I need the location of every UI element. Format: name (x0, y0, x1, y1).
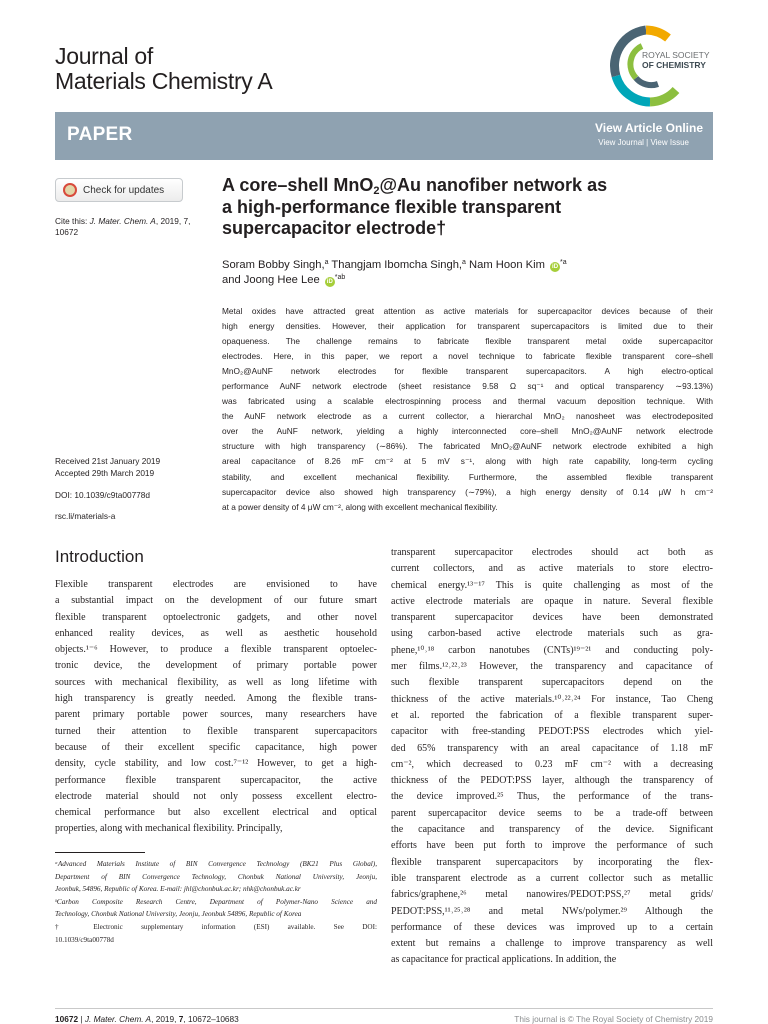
author-3-affil: *a (560, 259, 567, 266)
body-text-line: tronic device, the development of primary portable power (55, 660, 377, 672)
article-title (222, 175, 702, 240)
abstract-line: performance AuNF network electrode (sheet resistance 9.58 Ω sq⁻¹ and optical transparency ∼93.13%) (222, 381, 713, 392)
footnote-line: † Electronic supplementary information (ESI) available. See DOI: (55, 922, 377, 931)
citation (55, 216, 210, 238)
footnote-line: 10.1039/c9ta00778d (55, 935, 114, 944)
check-for-updates-button[interactable] (55, 178, 183, 202)
body-text-line: phene,¹⁰˒¹⁸ carbon nanotubes (CNTs)¹⁹⁻²¹ and conducting poly- (391, 644, 713, 656)
author-2: Thangjam Ibomcha Singh, (328, 259, 463, 271)
body-text-line: chemical performance but also excellent electrical and optical (55, 807, 377, 819)
footer-copyright: This journal is © The Royal Society of Chemistry 2019 (514, 1014, 713, 1024)
view-article-online-link[interactable]: View Article Online (594, 121, 703, 135)
footnote-line: Department of BIN Convergence Technology, Chonbuk National University, Jeonju, (55, 872, 377, 881)
body-text-line: PEDOT:PSS,¹¹˒²⁵˒²⁸ and metal NWs/polymer.²⁹ Although the (391, 905, 713, 917)
body-text-line: efforts have been put forth to improve the performance of such (391, 840, 713, 852)
footer-range: , 10672–10683 (183, 1014, 239, 1024)
check-for-updates-label: Check for updates (83, 184, 165, 196)
footnote-line: ᵃAdvanced Materials Institute of BIN Convergence Technology (BK21 Plus Global), (55, 860, 377, 868)
author-1: Soram Bobby Singh, (222, 259, 325, 271)
footer-divider (55, 1008, 713, 1009)
body-text-line: using carbon-based active electrode materials such as gra- (391, 628, 713, 640)
title-line2: a high-performance flexible transparent (222, 196, 562, 217)
body-column-left (55, 577, 377, 838)
abstract-line: supercapacitor device also showed high transparency (∼79%), a high energy density of 0.14 μW h cm⁻² (222, 486, 713, 497)
journal-title-line1: Journal of (55, 43, 154, 69)
rsc-wordmark (642, 50, 710, 70)
body-text-line: a substantial impact on the development of our future smart (55, 595, 377, 607)
rsc-logo[interactable] (606, 18, 718, 114)
body-text-line: ded 65% transparency with an areal capacitance of 1.18 mF (391, 742, 713, 754)
body-text-line: parent primary portable power sources, many researchers have (55, 709, 377, 721)
footer-citation (55, 1014, 239, 1024)
body-text-line: current collectors, and as active materials to store electro- (391, 563, 713, 575)
abstract-line: structure with high transparency (∼86%). The fabricated MnO₂@AuNF network electrode exhibited a high (222, 441, 713, 452)
footer-journal: J. Mater. Chem. A (84, 1014, 152, 1024)
article-dates (55, 456, 160, 479)
abstract-line: over the AuNF network, yielding a highly interconnected core–shell MnO₂@AuNF network electrode (222, 426, 713, 437)
body-text-line: mer films.¹²˒²²˒²³ However, the transparency and capacitance of (391, 661, 713, 673)
body-text-line: objects.¹⁻⁶ However, to produce a flexible transparent optoelec- (55, 644, 377, 656)
footer-volume: 7 (178, 1014, 184, 1024)
orcid-icon[interactable]: iD (326, 279, 333, 285)
footnote-line: Technology, Chonbuk National University, Jeonju, Jeonbuk 54896, Republic of Korea (55, 910, 302, 919)
author-1-affil: a (324, 259, 329, 266)
journal-title (55, 44, 272, 94)
body-text-line: density, cycle stability, and low cost.⁷⁻¹² However, to get a high- (55, 758, 377, 770)
banner-sublinks (598, 138, 689, 147)
rsc-wordmark-line1: ROYAL SOCIETY (642, 50, 710, 60)
body-text-line: high transparency is greatly needed. Among the flexible trans- (55, 693, 377, 705)
abstract-line: stability, and excellent mechanical flexibility. Furthermore, the assembled flexible transparent (222, 471, 713, 482)
body-text-line: such flexible transparent supercapacitors depend on the (391, 677, 713, 689)
body-text-line: turned their attention to flexible transparent supercapacitors (55, 725, 377, 737)
abstract-line: MnO₂@AuNF network electrodes for flexible transparent supercapacitors. A high electro-optical (222, 366, 713, 377)
body-text-line: ible transparent electrode as a current collector such as metallic (391, 872, 713, 884)
body-text-line: cm⁻², which decreased to 0.23 mF cm⁻² with a decreasing (391, 758, 713, 770)
journal-title-line2: Materials Chemistry A (55, 68, 273, 94)
body-text-line: thickness of the active materials.¹⁰˒²²˒²⁴ For instance, Tao Cheng (391, 693, 713, 705)
body-text-line: extent but remains a challenge to improve transparency as well (391, 938, 713, 950)
body-text-line: sources with mechanical flexibility, as well as long lifetime with (55, 676, 377, 688)
body-text-line: enhanced reality devices, as well as aesthetic household (55, 627, 377, 639)
body-text-line: performance flexible transparent supercapacitor, the active (55, 774, 377, 786)
body-column-right (391, 545, 713, 969)
body-text-line: fabrics/graphene,²⁶ metal nanowires/PEDOT:PSS,²⁷ metal grids/ (391, 889, 713, 901)
view-journal-link[interactable]: View Journal (598, 138, 644, 147)
abstract (222, 304, 713, 515)
abstract-line: Metal oxides have attracted great attention as active materials for supercapacitor devices because of their (222, 306, 713, 316)
body-text-line: Flexible transparent electrodes are envisioned to have (55, 579, 377, 590)
footnote-line: ᵇCarbon Composite Research Centre, Department of Polymer-Nano Science and (55, 897, 377, 906)
body-text-line: flexible transparent optoelectronic gadgets, and other novel (55, 611, 377, 623)
abstract-line: areal capacitance of 8.26 mF cm⁻² at 5 mV s⁻¹, along with high rate capability, long-term cycling (222, 456, 713, 467)
body-text-line: capacitor with free-standing PEDOT:PSS electrodes which yiel- (391, 726, 713, 738)
body-text-line: thickness of the PEDOT:PSS layer, although the transparency of (391, 775, 713, 787)
article-type-banner (55, 112, 713, 160)
title-line1-a: A core–shell MnO (222, 175, 374, 195)
article-type-label: PAPER (67, 124, 133, 145)
body-text-line: as capacitance for practical applications. In addition, the (391, 954, 617, 966)
crossmark-icon (63, 183, 77, 197)
abstract-line: was fabricated using a scalable electrospinning process and thermal vacuum deposition technique. With (222, 396, 713, 407)
orcid-icon[interactable]: iD (552, 264, 559, 270)
received-date: Received 21st January 2019 (55, 456, 161, 466)
body-text-line: electrode material should not only possess excellent electro- (55, 790, 377, 802)
link-separator: | (643, 138, 651, 147)
body-text-line: performance of these devices was improved up to a certain (391, 921, 713, 933)
body-text-line: flexible transparent supercapacitors by incorporating the flex- (391, 856, 713, 868)
title-subscript: 2 (373, 185, 380, 197)
abstract-line: the AuNF network electrode as a current collector, a hierarchal MnO₂ nanosheet was electrodeposited (222, 411, 713, 422)
cite-pages: 10672 (55, 227, 79, 237)
body-text-line: et al. reported the fabrication of a flexible transparent super- (391, 709, 713, 721)
footnote-line: Jeonbuk, 54896, Republic of Korea. E-mail: jhl@chonbuk.ac.kr; nhk@chonbuk.ac.kr (55, 885, 301, 894)
cite-rest: , 2019, 7, (155, 216, 191, 226)
footnote-divider (55, 852, 145, 853)
body-text-line: the device improved.²⁵ Thus, the performance of the trans- (391, 791, 713, 803)
rsc-short-link[interactable]: rsc.li/materials-a (55, 511, 116, 521)
footer-page-number: 10672 (55, 1014, 79, 1024)
abstract-line: opaqueness. The challenge remains to fabricate flexible transparent metal oxide supercapacitor (222, 336, 713, 347)
abstract-line: electrodes. Here, in this paper, we report a novel technique to fabricate flexible transparent core–shell (222, 351, 713, 362)
body-text-line: the capacitance and transparency of the device. Significant (391, 824, 713, 836)
author-3: Nam Hoon Kim (465, 259, 545, 271)
body-text-line: because of their excellent specific capacitance, high power (55, 741, 377, 753)
authors (222, 258, 567, 288)
title-line3: supercapacitor electrode† (222, 218, 447, 238)
footer-year: , 2019, (151, 1014, 179, 1024)
footer-separator: | (78, 1014, 85, 1024)
author-2-affil: a (462, 259, 466, 266)
rsc-wordmark-line2: OF CHEMISTRY (642, 60, 706, 70)
doi[interactable]: DOI: 10.1039/c9ta00778d (55, 490, 151, 500)
section-heading-introduction: Introduction (55, 547, 144, 566)
cite-prefix: Cite this: (55, 216, 90, 226)
author-4-affil: *ab (334, 274, 346, 281)
body-text-line: parent supercapacitor device seems to be a trade-off between (391, 807, 713, 819)
body-text-line: transparent supercapacitor devices have been demonstrated (391, 612, 713, 624)
abstract-line: high energy densities. However, their application for transparent supercapacitors is limited due to their (222, 321, 713, 332)
body-text-line: active electrode materials are opaque in nature. Several flexible (391, 595, 713, 607)
abstract-line: at a power density of 4 μW cm⁻², along with excellent mechanical flexibility. (222, 501, 498, 512)
body-text-line: chemical energy.¹³⁻¹⁷ This is quite challenging as most of the (391, 579, 713, 591)
author-4: and Joong Hee Lee (222, 274, 320, 286)
cite-journal: J. Mater. Chem. A (89, 216, 156, 226)
body-text-line: properties, along with mechanical flexibility. Principally, (55, 823, 283, 835)
view-issue-link[interactable]: View Issue (650, 138, 689, 147)
footnotes (55, 858, 377, 946)
title-line1-b: @Au nanofiber network as (379, 175, 608, 195)
body-text-line: transparent supercapacitor electrodes should act both as (391, 547, 713, 558)
accepted-date: Accepted 29th March 2019 (55, 467, 155, 478)
